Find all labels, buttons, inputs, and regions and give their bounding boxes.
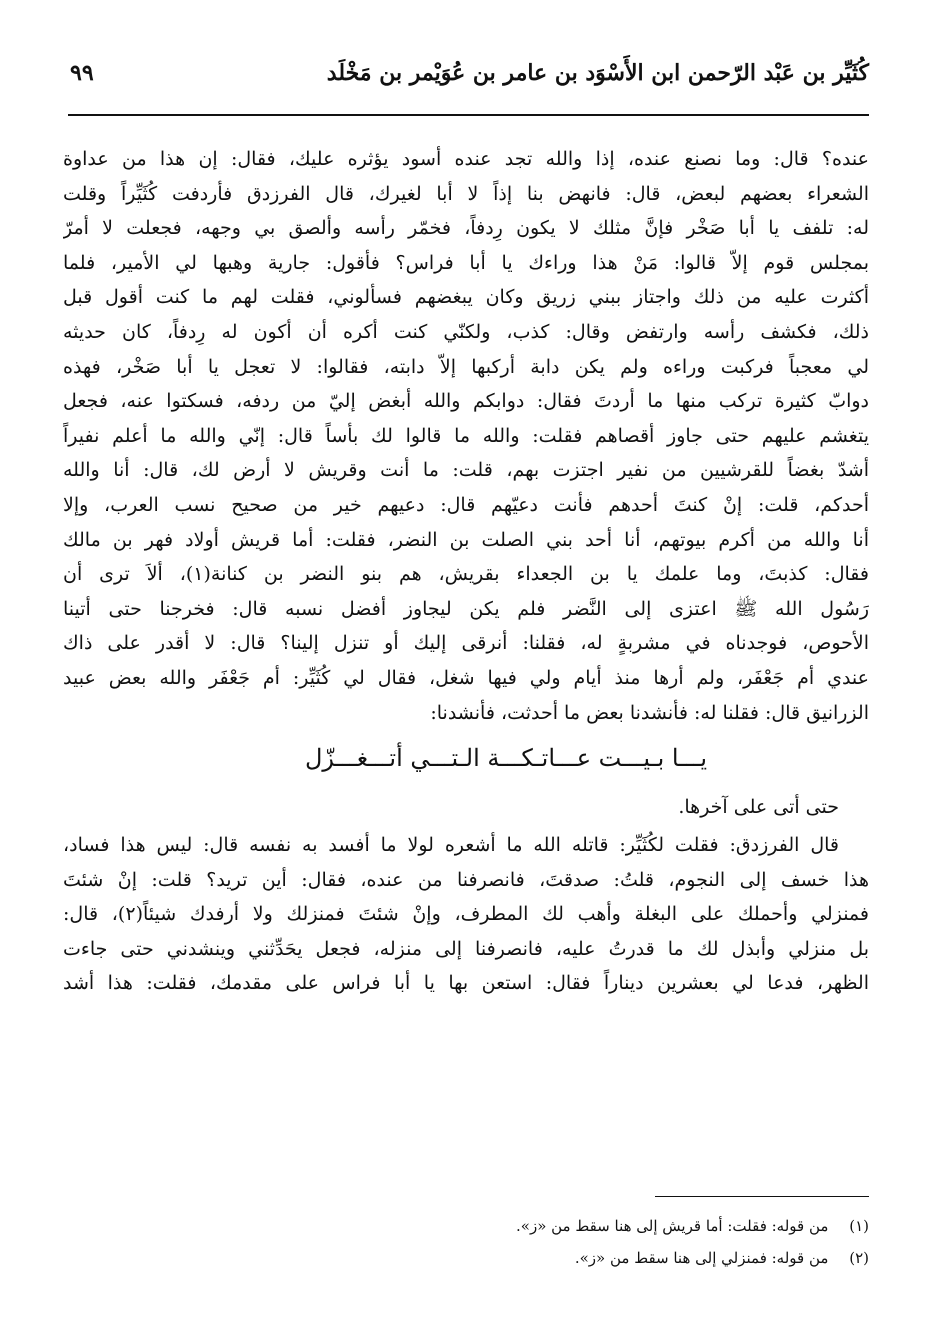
- text-line: الشعراء بعضهم لبعض، قال: فانهض بنا إذاً لا أبا لغيرك، قال الفرزدق فأردفت كُثَيِّراً وقلت: [63, 182, 869, 205]
- poem-verse: يـــا بـيـــت عـــاتـكـــة الـتـــي أتـــغـــزّل: [304, 744, 707, 773]
- text-line: بل منزلي وأبذل لك ما قدرتُ عليه، فانصرفنا إلى منزله، فجعل يحَدِّثني وينشدني حتى جاءت: [63, 937, 869, 960]
- text-line: أحدكم، قلت: إنْ كنتَ أحدهم فأنت دعيّهم قال: دعيهم خير من صحيح نسب العرب، وإلا: [63, 493, 869, 516]
- text-line: يتغشم عليهم حتى جاوز أقصاهم فقلت: والله ما قالوا لك بأساً قال: إنّي والله ما أعلم نفيراً: [63, 424, 869, 447]
- text-line: عنده؟ قال: وما نصنع عنده، إذا والله تجد عنده أسود يؤثره عليك، فقال: إن هذا من عداوة: [63, 148, 869, 170]
- text-line: رَسُول الله ﷺ اعتزى إلى النَّضر فلم يكن ليجاوز أفضل نسبه قال: فخرجنا حتى أتينا: [63, 597, 869, 620]
- main-text: [63, 142, 869, 1001]
- text-line: عندي أم جَعْفَر، ولم أرها منذ أيام ولي فيها شغل، فقال لي كُثَيِّر: أم جَعْفَر والله بعض عبيد: [63, 666, 869, 689]
- footnote: [63, 1210, 869, 1242]
- text-line: هذا خسف إلى النجوم، قلتُ: صدقتَ، فانصرفنا من عنده، فقال: أين تريد؟ قلت: إنْ شئتَ: [63, 868, 869, 891]
- footnotes: [63, 1210, 869, 1274]
- text-line: فقال: كذبتَ، وما علمك يا بن الجعداء بقريش، هم بنو النضر بن كنانة(١)، ألاَ ترى أن: [63, 563, 869, 586]
- footnote-text: من قوله: فقلت: أما قريش إلى هنا سقط من «ز».: [516, 1217, 829, 1235]
- running-header-title: كُثَيِّر بن عَبْد الرّحمن ابن الأَسْوَد بن عامر بن عُوَيْمر بن مَخْلَد: [326, 60, 869, 86]
- footnote-number: (٢): [849, 1249, 869, 1267]
- footnote-text: من قوله: فمنزلي إلى هنا سقط من «ز».: [574, 1249, 829, 1267]
- text-line: أنا والله من أكرم بيوتهم، أنا أحد بني الصلت بن النضر، فقلت: أما قريش أولاد فهر بن مالك: [63, 528, 869, 551]
- text-line: دوابّ كثيرة تركب منها ما أردتَ فقال: دوابكم والله أبغض إليّ من ردفه، فسكتوا عنه، فجعل: [63, 390, 869, 413]
- text-line: بمجلس قوم إلاّ قالوا: مَنْ هذا وراءك يا أبا فراس؟ فأقول: جارية وهبها لي الأمير، فلما: [63, 251, 869, 274]
- text-line: الظهر، فدعا لي بعشرين ديناراً فقال: استعن بها يا أبا فراس على مقدمك، فقلت: هذا أشد: [63, 972, 869, 995]
- text-line: فمنزلي وأحملك على البغلة وأهب لك المطرف، وإنْ شئتَ فمنزلك ولا أرفدك شيئاً(٢)، قال:: [63, 903, 869, 926]
- header-divider: [68, 114, 869, 116]
- text-line: الأحوص، فوجدناه في مشربةٍ له، فقلنا: أنرقى إليك أو تنزل إلينا؟ قال: لا أقدر على ذاك: [63, 632, 869, 655]
- footnote-divider: [655, 1196, 869, 1197]
- text-line: لي معجباً فركبت وراءه ولم يكن دابة أركبها إلاّ دابته، فقالوا: لا تعجل يا أبا صَخْر، فهذه: [63, 355, 869, 378]
- text-line: قال الفرزدق: فقلت لكُثَيِّر: قاتله الله ما أشعره لولا ما أفسد به نفسه قال: ليس هذا فساد،: [63, 834, 839, 857]
- text-line: حتى أتى على آخرها.: [678, 796, 839, 819]
- page-number: ٩٩: [70, 60, 94, 86]
- text-line: أشدّ بغضاً للقرشيين من نفير اجتزت بهم، قلت: ما أنت وقريش لا أرض لك، قال: أنا والله: [63, 459, 869, 482]
- text-line: أكثرت عليه من ذلك واجتاز ببني زريق وكان يبغضهم فسألوني، فقلت لهم ما كنت أقول قبل: [63, 286, 869, 309]
- text-line: ذلك، فكشف رأسه وارتفض وقال: كذب، ولكنّي كنت أكره أن أكون له رِدفاً، كان حديثه: [63, 320, 869, 343]
- text-line: الزرانيق قال: فقلنا له: فأنشدنا بعض ما أحدثت، فأنشدنا:: [430, 701, 869, 724]
- text-line: له: تلفف يا أبا صَخْر فإنَّ مثلك لا يكون رِدفاً، فخمّر رأسه وألصق بي وجهه، فجعلت لا أمرّ: [63, 217, 869, 240]
- footnote: [63, 1242, 869, 1274]
- footnote-number: (١): [849, 1217, 869, 1235]
